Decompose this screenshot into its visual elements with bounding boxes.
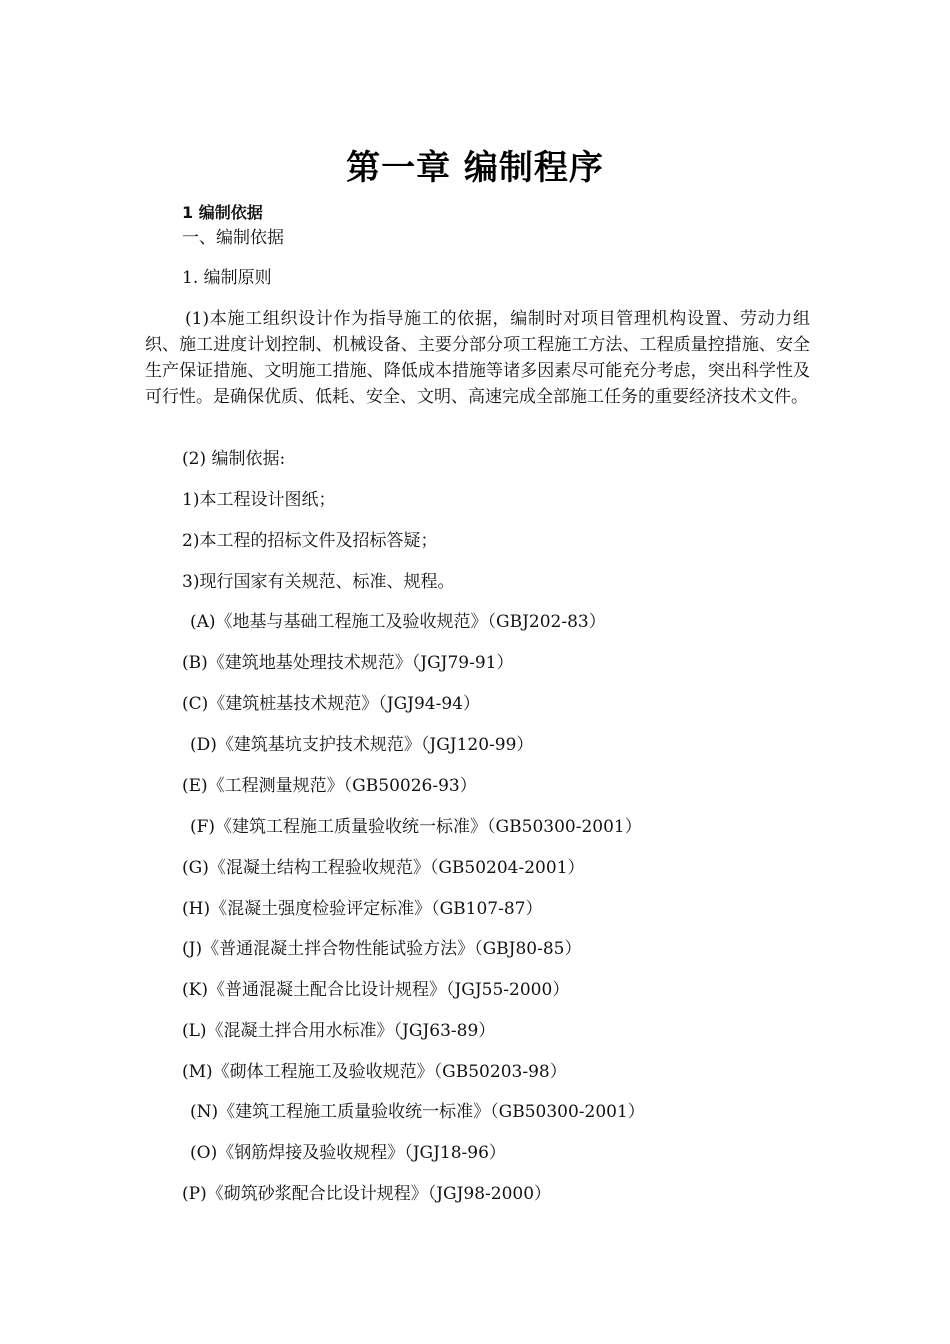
standard-item: (P)《砌筑砂浆配合比设计规程》（JGJ98-2000） [182,1184,552,1204]
standard-item: (J)《普通混凝土拌合物性能试验方法》（GBJ80-85） [182,939,582,959]
standard-item: (H)《混凝土强度检验评定标准》（GB107-87） [182,899,543,919]
chapter-title: 第一章 编制程序 [346,148,604,188]
standard-item: (N)《建筑工程施工质量验收统一标准》（GB50300-2001） [190,1102,645,1122]
standard-item: (A)《地基与基础工程施工及验收规范》（GBJ202-83） [190,612,606,632]
standard-item: (L)《混凝土拌合用水标准》（JGJ63-89） [182,1021,496,1041]
standard-item: (F)《建筑工程施工质量验收统一标准》（GB50300-2001） [190,817,642,837]
standard-item: (D)《建筑基坑支护技术规范》（JGJ120-99） [190,735,534,755]
basis-item: 1)本工程设计图纸； [182,490,336,510]
subheading: 一、编制依据 [182,228,284,248]
section-heading: 1 编制依据 [182,203,263,222]
standard-item: (O)《钢筋焊接及验收规程》（JGJ18-96） [190,1143,506,1163]
standard-item: (B)《建筑地基处理技术规范》（JGJ79-91） [182,653,514,673]
basis-heading: (2) 编制依据: [182,449,286,469]
standard-item: (C)《建筑桩基技术规范》（JGJ94-94） [182,694,480,714]
standard-item: (G)《混凝土结构工程验收规范》（GB50204-2001） [182,858,585,878]
basis-item: 3)现行国家有关规范、标准、规程。 [182,572,455,592]
basis-item: 2)本工程的招标文件及招标答疑； [182,531,438,551]
standard-item: (M)《砌体工程施工及验收规范》（GB50203-98） [182,1062,567,1082]
standard-item: (K)《普通混凝土配合比设计规程》（JGJ55-2000） [182,980,570,1000]
principle-paragraph: (1)本施工组织设计作为指导施工的依据，编制时对项目管理机构设置、劳动力组织、施工进度计划控制、机械设备、主要分部分项工程施工方法、工程质量控措施、安全生产保证措施、文明施工措施、降低成本措施等诸多因素尽可能充分考虑，突出科学性及可行性。是确保优质、低耗、安全、文明、高速完成全部施工任务的重要经济技术文件。 [145,309,810,407]
principle-heading: 1. 编制原则 [182,268,272,288]
standard-item: (E)《工程测量规范》（GB50026-93） [182,776,477,796]
